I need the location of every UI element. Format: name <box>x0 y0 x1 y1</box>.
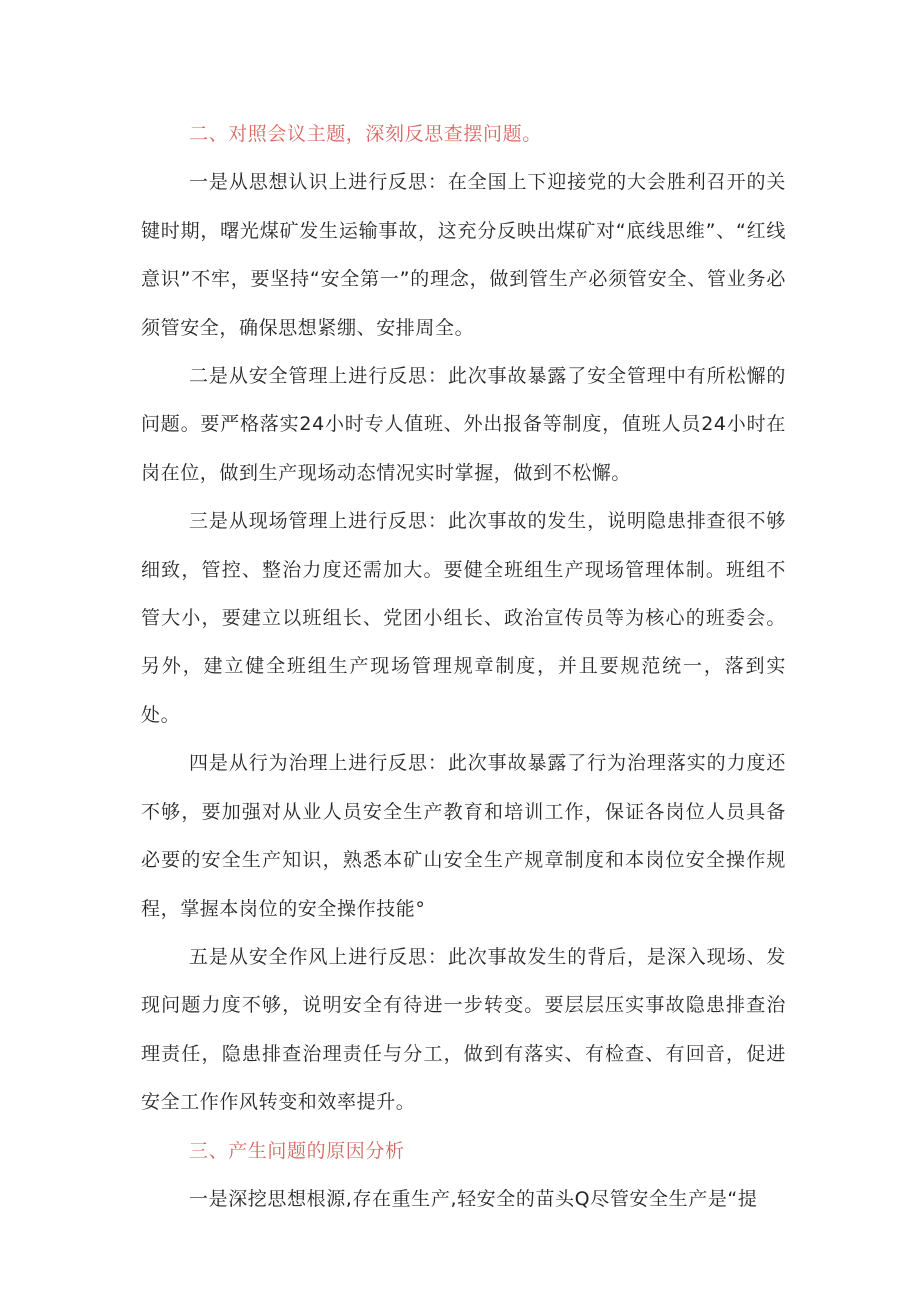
document-body <box>141 110 786 1223</box>
paragraph: 一是深挖思想根源,存在重生产,轻安全的苗头Q尽管安全生产是“提 <box>189 1187 758 1210</box>
paragraph: 五是从安全作风上进行反思：此次事故发生的背后，是深入现场、发现问题力度不够，说明安全有待进一步转变。要层层压实事故隐患排查治理责任，隐患排查治理责任与分工，做到有落实、有检查、有回音，促进安全工作作风转变和效率提升。 <box>141 945 786 1114</box>
section-heading: 三、产生问题的原因分析 <box>189 1139 405 1162</box>
paragraph: 二是从安全管理上进行反思：此次事故暴露了安全管理中有所松懈的问题。要严格落实24小时专人值班、外出报备等制度，值班人员24小时在岗在位，做到生产现场动态情况实时掌握，做到不松懈。 <box>141 365 786 484</box>
paragraph: 四是从行为治理上进行反思：此次事故暴露了行为治理落实的力度还不够，要加强对从业人员安全生产教育和培训工作，保证各岗位人员具备必要的安全生产知识，熟悉本矿山安全生产规章制度和本岗位安全操作规程，掌握本岗位的安全操作技能° <box>141 752 786 920</box>
section-heading: 二、对照会议主题，深刻反思查摆问题。 <box>189 123 542 145</box>
paragraph: 三是从现场管理上进行反思：此次事故的发生，说明隐患排查很不够细致，管控、整治力度还需加大。要健全班组生产现场管理体制。班组不管大小，要建立以班组长、党团小组长、政治宣传员等为核心的班委会。另外，建立健全班组生产现场管理规章制度，并且要规范统一，落到实处。 <box>141 510 786 726</box>
paragraph: 一是从思想认识上进行反思：在全国上下迎接党的大会胜利召开的关键时期，曙光煤矿发生运输事故，这充分反映出煤矿对“底线思维”、“红线意识”不牢，要坚持“安全第一”的理念，做到管生产必须管安全、管业务必须管安全，确保思想紧绷、安排周全。 <box>141 171 786 339</box>
